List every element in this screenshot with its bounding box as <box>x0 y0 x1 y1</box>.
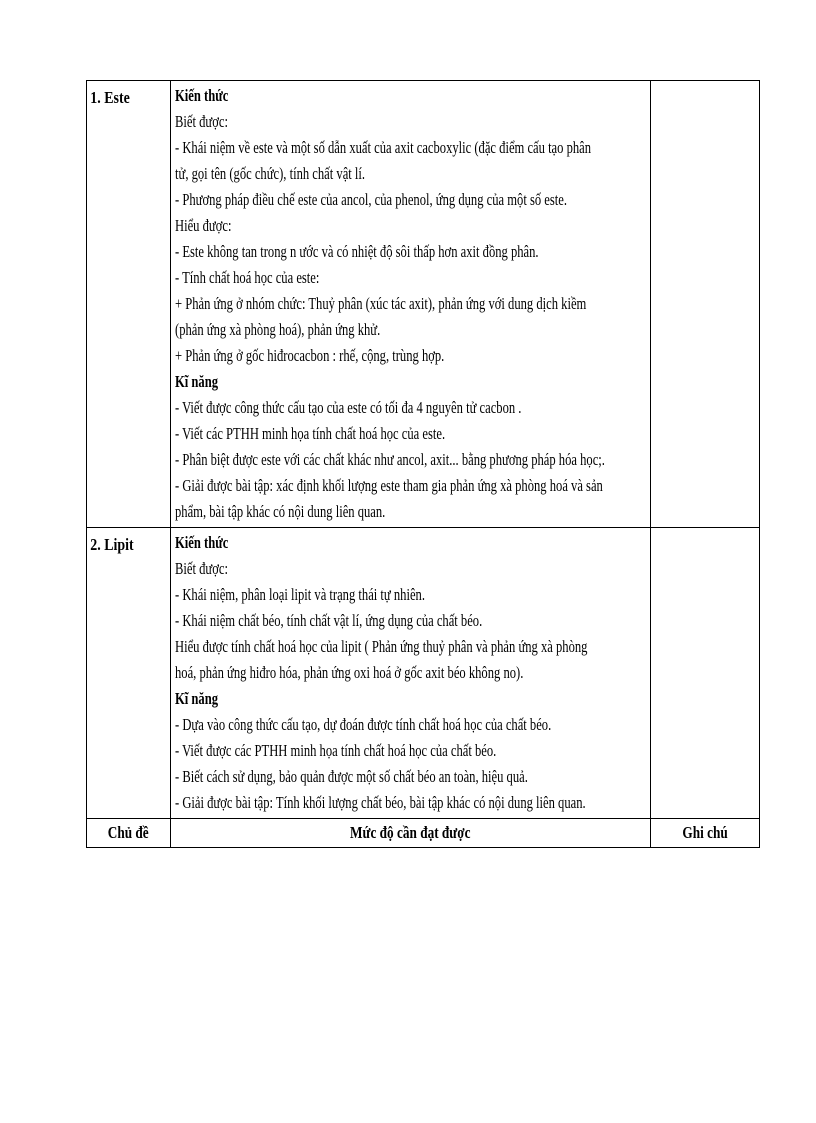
note-cell <box>651 528 760 819</box>
content-line: (phản ứng xà phòng hoá), phản ứng khử. <box>175 320 381 339</box>
curriculum-table <box>86 80 760 848</box>
content-line: Biết được: <box>175 112 228 131</box>
content-line: - Tính chất hoá học của este: <box>175 268 320 287</box>
header-row <box>87 819 760 848</box>
section-heading: Kiến thức <box>175 86 229 105</box>
content-line: - Giải được bài tập: Tính khối lượng chất béo, bài tập khác có nội dung liên quan. <box>175 793 586 812</box>
content-line: - Khái niệm, phân loại lipit và trạng thái tự nhiên. <box>175 585 425 604</box>
note-cell <box>651 81 760 528</box>
content-line: - Este không tan trong n ước và có nhiệt độ sôi thấp hơn axit đồng phân. <box>175 242 539 261</box>
content-line: Hiểu được tính chất hoá học của lipit ( Phản ứng thuỷ phân và phản ứng xà phòng <box>175 637 588 656</box>
content-line: - Viết được công thức cấu tạo của este có tối đa 4 nguyên tử cacbon . <box>175 398 522 417</box>
table-row <box>87 81 760 528</box>
content-line: Biết được: <box>175 559 228 578</box>
content-line: - Biết cách sử dụng, bảo quản được một số chất béo an toàn, hiệu quả. <box>175 767 528 786</box>
topic-label: 2. Lipit <box>90 535 134 554</box>
content-line: hoá, phản ứng hiđro hóa, phản ứng oxi hoá ở gốc axit béo không no). <box>175 663 524 682</box>
content-cell <box>171 528 651 819</box>
section-heading: Kĩ năng <box>175 689 219 708</box>
content-line: + Phản ứng ở nhóm chức: Thuỷ phân (xúc tác axit), phản ứng với dung dịch kiềm <box>175 294 587 313</box>
content-line: - Viết các PTHH minh họa tính chất hoá học của este. <box>175 424 446 443</box>
document-page <box>86 80 759 848</box>
content-line: - Giải được bài tập: xác định khối lượng este tham gia phản ứng xà phòng hoá và sản <box>175 476 603 495</box>
topic-cell <box>87 81 171 528</box>
content-line: phẩm, bài tập khác có nội dung liên quan. <box>175 502 386 521</box>
topic-cell <box>87 528 171 819</box>
content-line: - Phương pháp điều chế este của ancol, của phenol, ứng dụng của một số este. <box>175 190 567 209</box>
table-row <box>87 528 760 819</box>
section-heading: Kĩ năng <box>175 372 219 391</box>
content-line: - Khái niệm về este và một số dẫn xuất của axit cacboxylic (đặc điểm cấu tạo phân <box>175 138 592 157</box>
content-line: - Dựa vào công thức cấu tạo, dự đoán được tính chất hoá học của chất béo. <box>175 715 552 734</box>
content-line: - Phân biệt được este với các chất khác như ancol, axit... bằng phương pháp hóa học;. <box>175 450 605 469</box>
column-header-topic: Chủ đề <box>87 819 171 848</box>
topic-label: 1. Este <box>90 88 130 107</box>
content-line: - Khái niệm chất béo, tính chất vật lí, ứng dụng của chất béo. <box>175 611 483 630</box>
column-header-note: Ghi chú <box>651 819 760 848</box>
column-header-level: Mức độ cần đạt được <box>171 819 651 848</box>
content-line: - Viết được các PTHH minh họa tính chất hoá học của chất béo. <box>175 741 497 760</box>
content-cell <box>171 81 651 528</box>
content-line: + Phản ứng ở gốc hiđrocacbon : rhế, cộng, trùng hợp. <box>175 346 445 365</box>
section-heading: Kiến thức <box>175 533 229 552</box>
content-line: Hiểu được: <box>175 216 232 235</box>
content-line: tử, gọi tên (gốc chức), tính chất vật lí. <box>175 164 366 183</box>
